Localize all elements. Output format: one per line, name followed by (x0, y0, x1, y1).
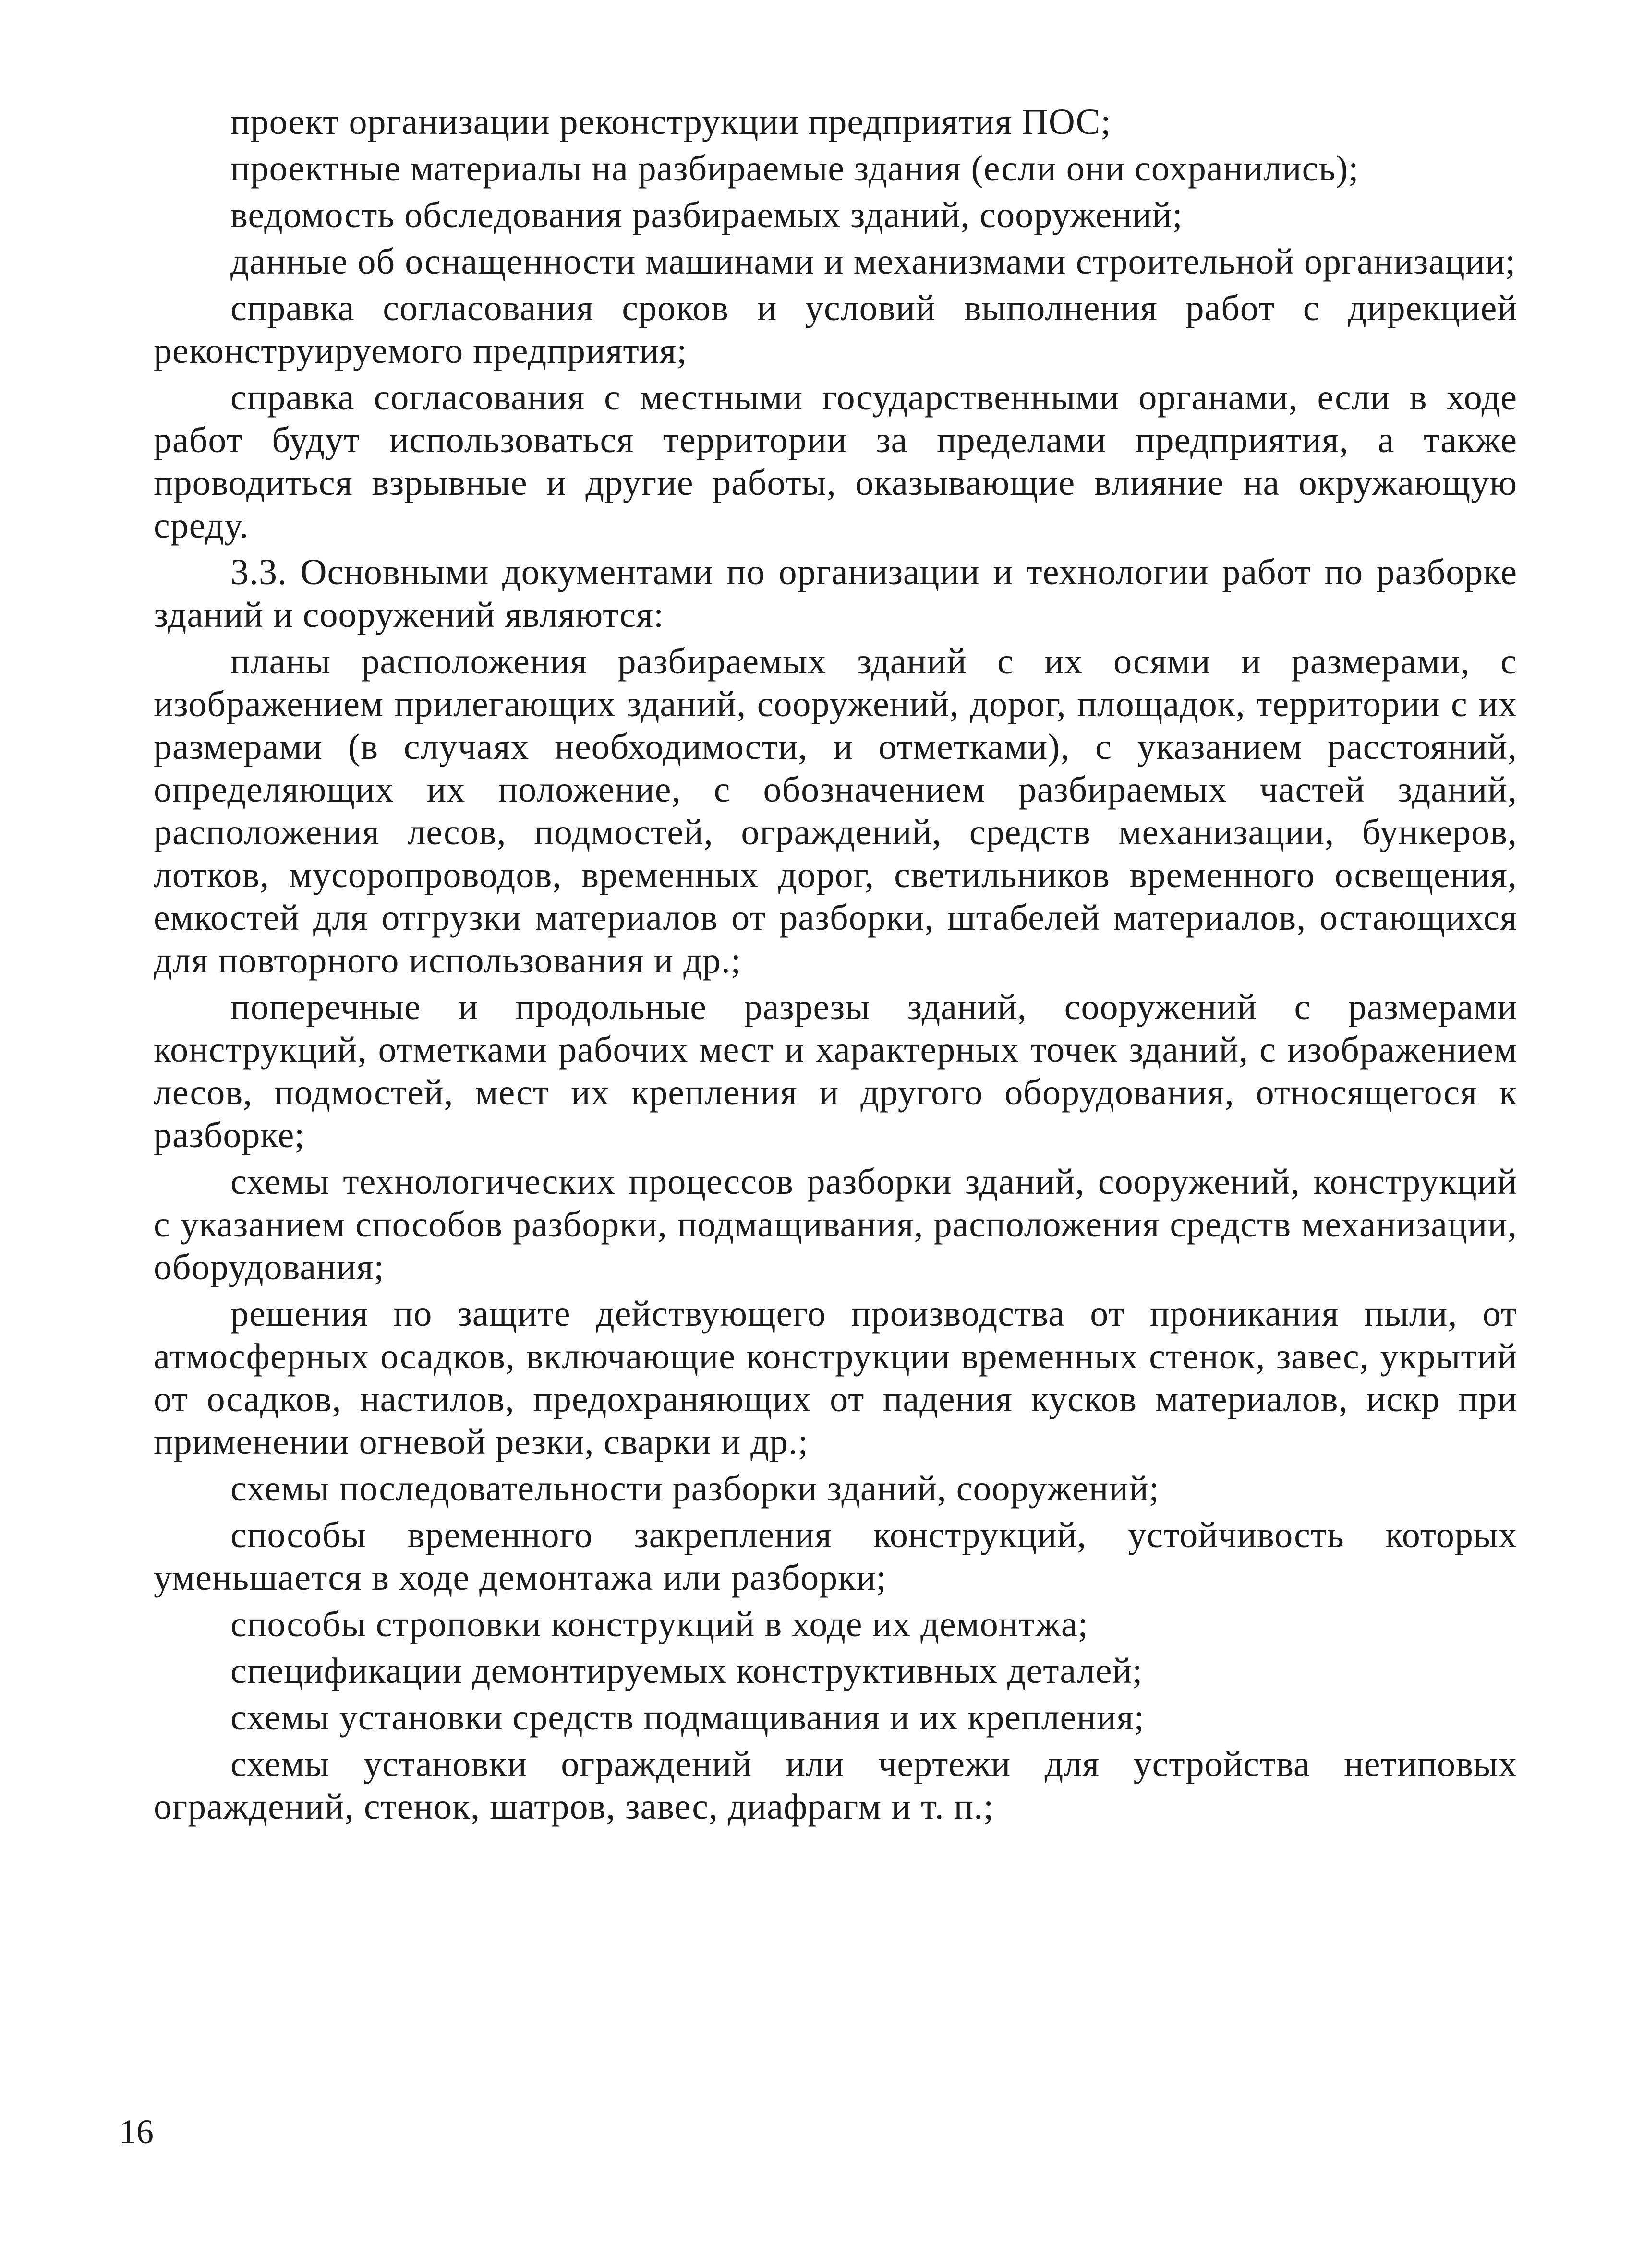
paragraph-sections: поперечные и продольные разрезы зданий, сооружений с размерами конструкций, отметками рабочих мест и характерных точек зданий, с изображением лесов, подмостей, мест их крепления и другого оборудования, относящегося к разборке; (154, 987, 1517, 1155)
paragraph-slinging-methods: способы строповки конструкций в ходе их демонтжа; (230, 1604, 1088, 1644)
page-body (154, 101, 1517, 1832)
page-number: 16 (119, 2112, 154, 2151)
paragraph-pos-project: проект организации реконструкции предприятия ПОС; (230, 102, 1112, 142)
paragraph-protection-solutions: решения по защите действующего производства от проникания пыли, от атмосферных осадков, включающие конструкции временных стенок, завес, укрытий от осадков, настилов, предохраняющих от падения кусков материалов, искр при применении огневой резки, сварки и др.; (154, 1294, 1517, 1462)
paragraph-temporary-fixing: способы временного закрепления конструкций, устойчивость которых уменьшается в ходе демонтажа или разборки; (154, 1515, 1517, 1598)
paragraph-section-3-3: 3.3. Основными документами по организации и технологии работ по разборке зданий и сооружений являются: (154, 552, 1517, 635)
paragraph-site-plans: планы расположения разбираемых зданий с их осями и размерами, с изображением прилегающих зданий, сооружений, дорог, площадок, территории с их размерами (в случаях необходимости, и отметками), с указанием расстояний, определяющих их положение, с обозначением разбираемых частей зданий, расположения лесов, подмостей, ограждений, средств механизации, бункеров, лотков, мусоропроводов, временных дорог, светильников временного освещения, емкостей для отгрузки материалов от разборки, штабелей материалов, остающихся для повторного использования и др.; (154, 641, 1517, 981)
paragraph-equipment-data: данные об оснащенности машинами и механизмами строительной организации; (230, 241, 1516, 282)
paragraph-specifications: спецификации демонтируемых конструктивных деталей; (230, 1651, 1143, 1691)
paragraph-design-materials: проектные материалы на разбираемые здания (если они сохранились); (230, 148, 1359, 189)
paragraph-process-schemes: схемы технологических процессов разборки зданий, сооружений, конструкций с указанием способов разборки, подмащивания, расположения средств механизации, оборудования; (154, 1162, 1517, 1287)
paragraph-scaffold-schemes: схемы установки средств подмащивания и их крепления; (230, 1697, 1145, 1738)
paragraph-fence-schemes: схемы установки ограждений или чертежи для устройства нетиповых ограждений, стенок, шатров, завес, диафрагм и т. п.; (154, 1744, 1517, 1827)
paragraph-state-approval: справка согласования с местными государственными органами, если в ходе работ будут использоваться территории за пределами предприятия, а также проводиться взрывные и другие работы, оказывающие влияние на окружающую среду. (154, 377, 1517, 546)
paragraph-schedule-approval: справка согласования сроков и условий выполнения работ с дирекцией реконструируемого предприятия; (154, 288, 1517, 371)
paragraph-survey-sheet: ведомость обследования разбираемых зданий, сооружений; (230, 195, 1183, 235)
paragraph-sequence-schemes: схемы последовательности разборки зданий, сооружений; (230, 1468, 1160, 1509)
